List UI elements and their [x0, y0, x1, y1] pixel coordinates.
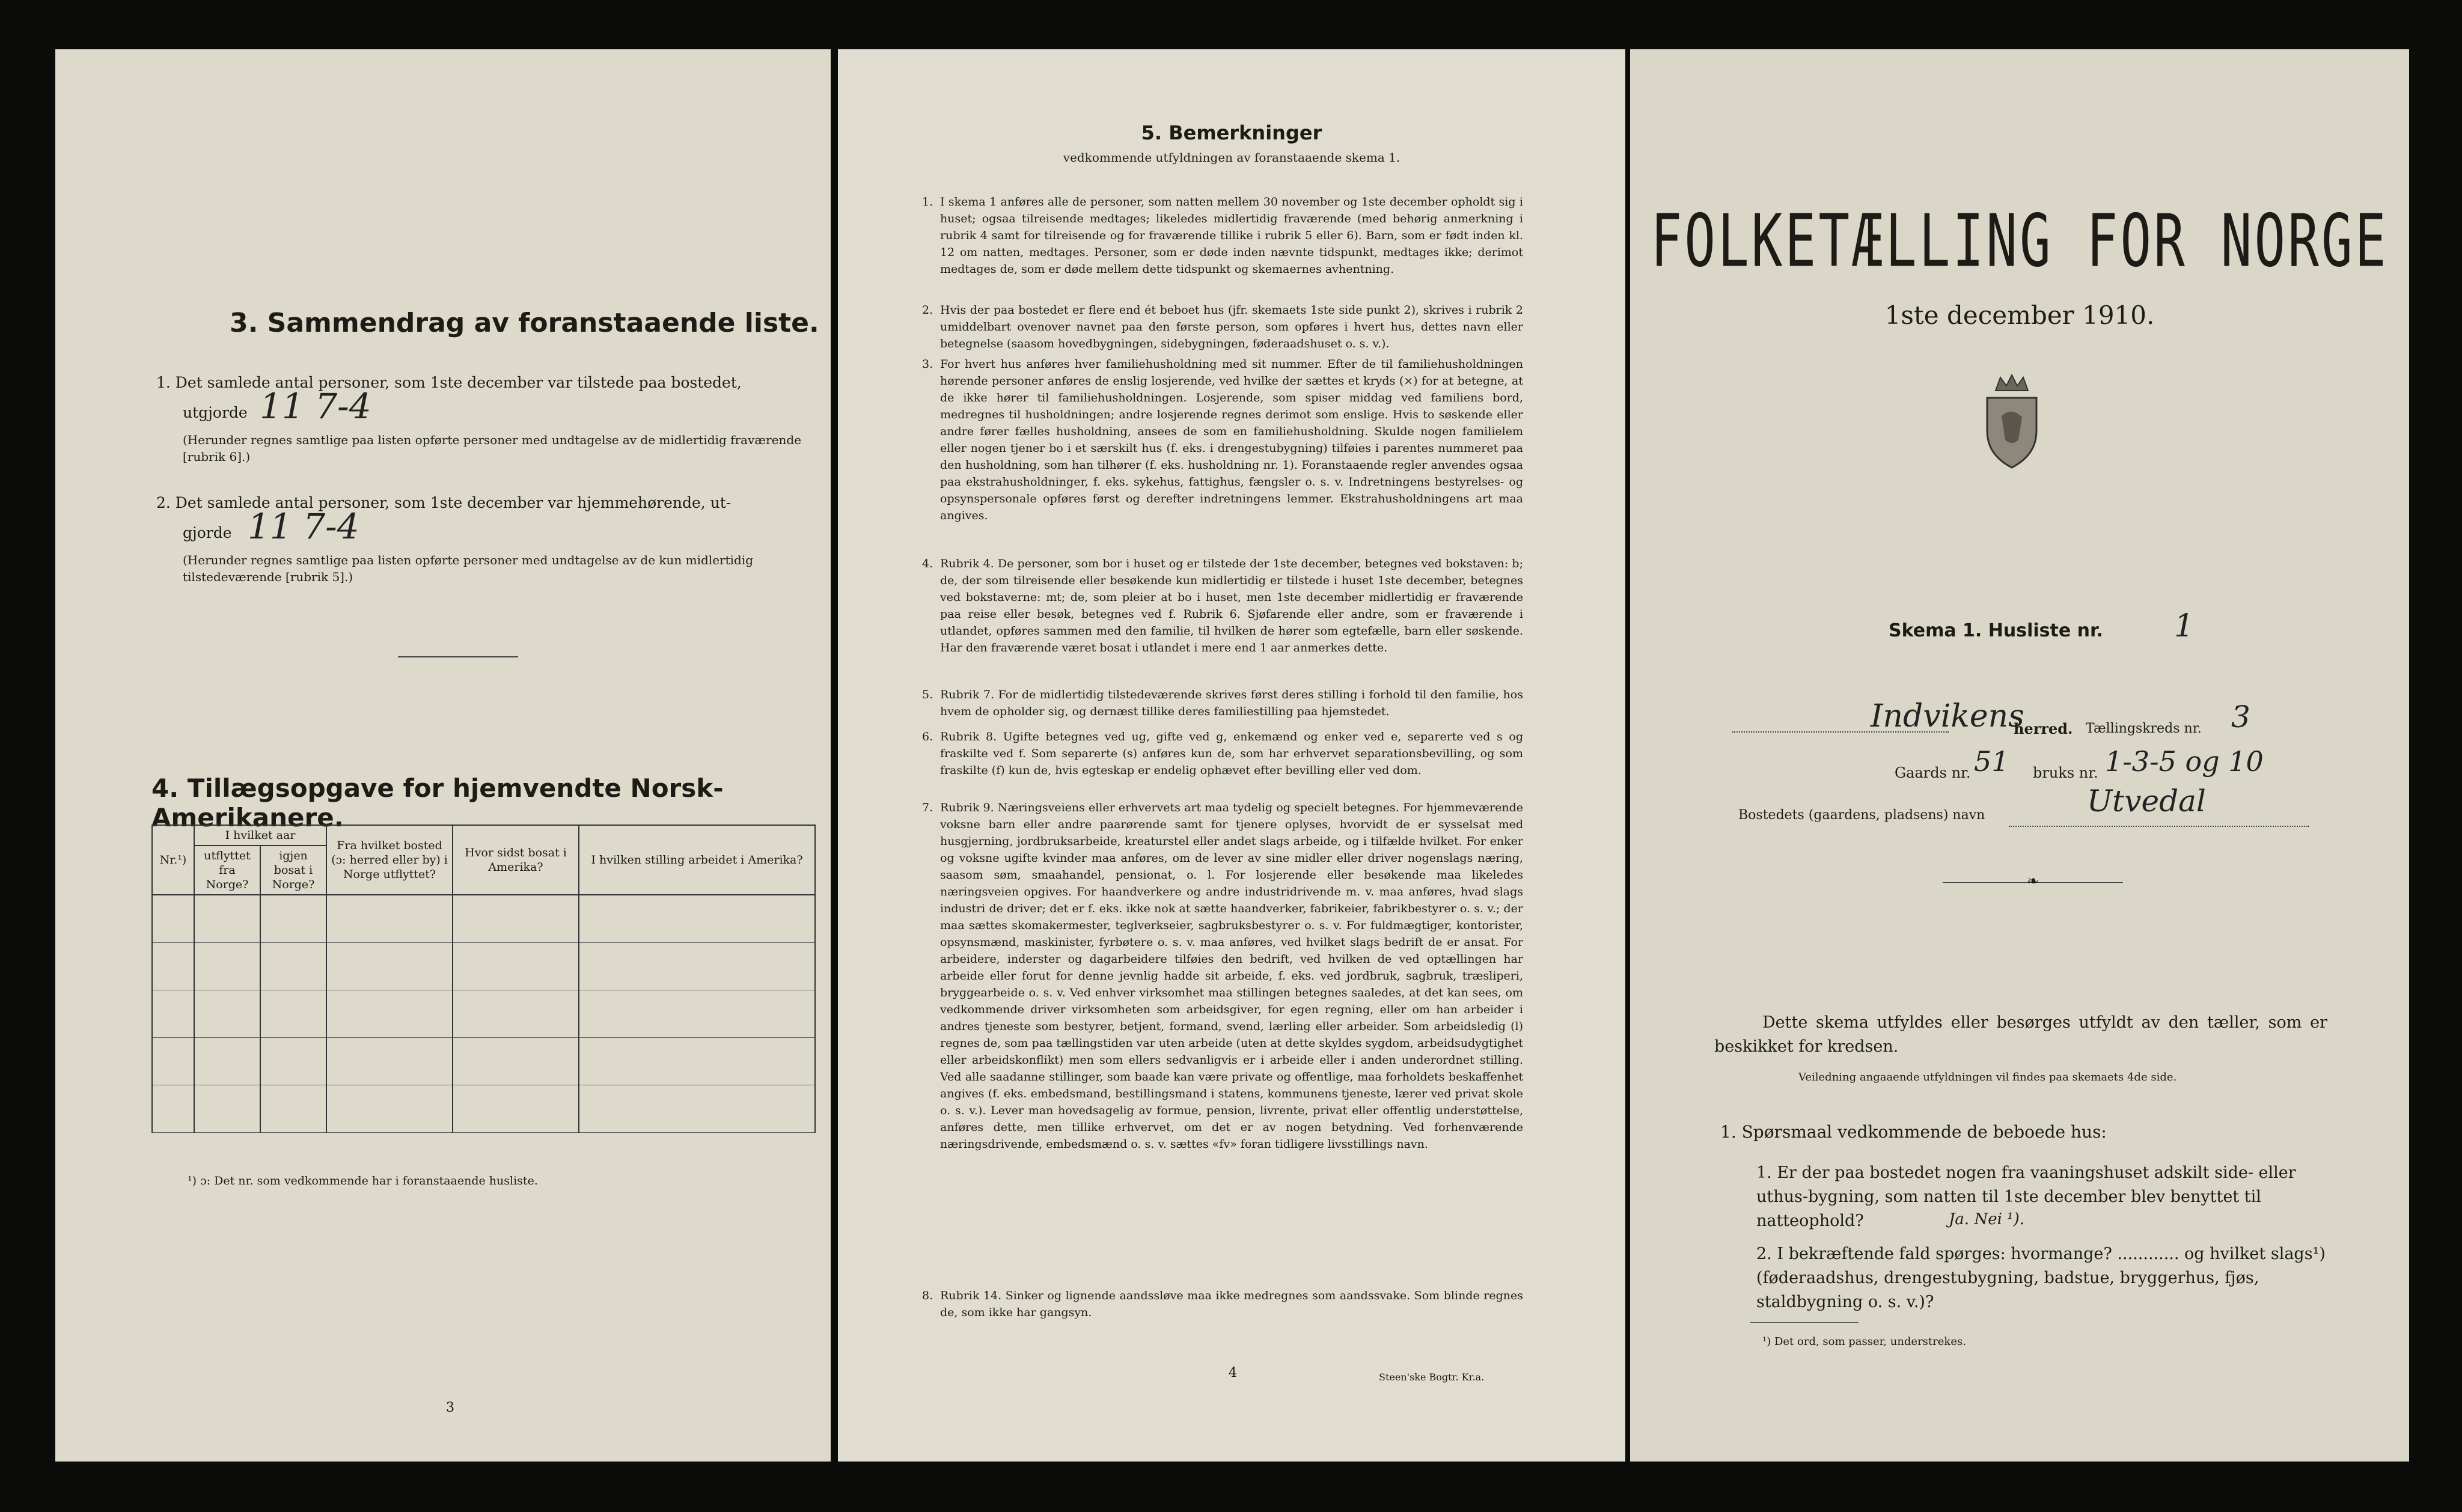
remark-item	[922, 356, 1523, 524]
ornament-icon: ❧	[2026, 873, 2039, 889]
table-row	[152, 1038, 815, 1085]
veiledning-text: Veiledning angaaende utfyldningen vil findes paa skemaets 4de side.	[1798, 1071, 2177, 1084]
cover-footnote: ¹) Det ord, som passer, understrekes.	[1762, 1335, 1966, 1348]
questions-header: 1. Spørsmaal vedkommende de beboede hus:	[1720, 1122, 2107, 1142]
table-row	[152, 1085, 815, 1133]
item2-handwritten-value: 11 7-4	[248, 506, 359, 547]
item2-note: (Herunder regnes samtlige paa listen opførte personer med undtagelse av de kun midlertidig tilstedeværende [rubrik 5].)	[183, 553, 754, 584]
remark-number: 7.	[922, 801, 933, 814]
remark-number: 8.	[922, 1289, 933, 1302]
question-1: 1. Er der paa bostedet nogen fra vaaningshuset adskilt side- eller uthus-bygning, som natten til 1ste december blev benyttet til natteophold?	[1756, 1163, 2296, 1230]
remark-text: Hvis der paa bostedet er flere end ét beboet hus (jfr. skemaets 1ste side punkt 2), skrives i rubrik 2 umiddelbart ovenover navnet paa den første person, som opføres i hvert hus, dettes navn eller betegnelse (saasom hovedbygningen, sidebygningen, føderaadshuset o. s. v.).	[940, 303, 1523, 350]
bruks-value: 1-3-5 og 10	[2105, 745, 2264, 778]
intro-text: Dette skema utfyldes eller besørges utfyldt av den tæller, som er beskikket for kredsen.	[1714, 1013, 2327, 1056]
question-2: 2. I bekræftende fald spørges: hvormange? ............ og hvilket slags¹) (føderaadshus, drengestubygning, badstue, bryggerhus, fjøs, staldbygning o. s. v.)?	[1756, 1245, 2326, 1311]
item2-text: 2. Det samlede antal personer, som 1ste december var hjemmehørende, ut-	[156, 494, 732, 511]
gaards-label: Gaards nr.	[1895, 764, 1971, 781]
page-number: 4	[1229, 1365, 1237, 1380]
page-3-summary	[55, 49, 831, 1462]
question-1-answer: Ja. Nei ¹).	[1949, 1210, 2025, 1228]
bosted-underline	[2009, 826, 2309, 827]
remark-text: For hvert hus anføres hver familiehusholdning med sit nummer. Efter de til familiehusholdningen hørende personer anføres de enslig losjerende, ved hvilke der sættes et kryds (×) for at betegne, at de ikke hører til familiehusholdningen. Losjerende, som spiser middag ved familiens bord, medregnes til husholdningen; andre losjerende regnes derimot som enslige. Hvis to søskende eller andre fører fælles husholdning, ansees de som en familiehusholdning. Skulde nogen familielem eller nogen tjener bo i et særskilt hus (f. eks. i drengestubygning) tilføies i parentes nummeret paa den husholdning, som han tilhører (f. eks. husholdning nr. 1). Foranstaaende regler anvendes ogsaa paa ekstrahusholdninger, f. eks. sykehus, fattighus, fængsler o. s. v. Indretningens bestyrelses- og opsynspersonale opføres først og derefter indretningens lemmer. Ekstrahusholdningens art maa angives.	[940, 358, 1523, 522]
table-row	[152, 990, 815, 1038]
bosted-value: Utvedal	[2087, 784, 2206, 818]
printer-credit: Steen'ske Bogtr. Kr.a.	[1379, 1371, 1485, 1383]
herred-label: herred.	[2014, 720, 2073, 737]
remarks-subtitle: vedkommende utfyldningen av foranstaaende skema 1.	[1063, 150, 1401, 165]
col-d-header: Hvor sidst bosat i Amerika?	[453, 825, 579, 895]
coat-of-arms-icon	[1979, 374, 2045, 470]
remark-number: 4.	[922, 557, 933, 570]
herred-value: Indvikens	[1871, 698, 2024, 734]
remark-number: 5.	[922, 688, 933, 701]
remark-item	[922, 302, 1523, 352]
bruks-label: bruks nr.	[2033, 764, 2098, 781]
remark-item	[922, 728, 1523, 779]
col-nr-header: Nr.¹)	[152, 825, 194, 895]
item1-prefix: utgjorde	[183, 404, 248, 421]
remark-number: 2.	[922, 303, 933, 317]
col-group-header: I hvilket aar	[194, 825, 326, 846]
kreds-value: 3	[2231, 700, 2250, 734]
page-4-remarks	[838, 49, 1625, 1462]
remark-number: 3.	[922, 358, 933, 371]
remark-text: I skema 1 anføres alle de personer, som natten mellem 30 november og 1ste december opholdt sig i huset; ogsaa tilreisende medtages; likeledes midlertidig fraværende (med behørig anmerkning i rubrik 4 samt for tilreisende og for fraværende tillike i rubrik 5 eller 6). Barn, som er født inden kl. 12 om natten, medtages. Personer, som er døde inden nævnte tidspunkt, medtages ikke; derimot medtages de, som er døde mellem dette tidspunkt og skemaernes avhentning.	[940, 195, 1523, 276]
kreds-label: Tællingskreds nr.	[2086, 721, 2202, 736]
col-a-header: utflyttet fra Norge?	[194, 846, 260, 895]
remark-item	[922, 555, 1523, 656]
separator-line	[398, 656, 518, 657]
table-row	[152, 943, 815, 990]
page-number: 3	[446, 1400, 454, 1415]
census-title: FOLKETÆLLING FOR NORGE	[1651, 200, 2389, 284]
remark-item	[922, 799, 1524, 1153]
col-b-header: igjen bosat i Norge?	[260, 846, 326, 895]
col-c-header: Fra hvilket bosted (ɔ: herred eller by) i Norge utflyttet?	[326, 825, 453, 895]
schema-label: Skema 1. Husliste nr.	[1889, 620, 2103, 641]
item1-handwritten-value: 11 7-4	[260, 386, 371, 427]
remark-text: Rubrik 14. Sinker og lignende aandssløve maa ikke medregnes som aandssvake. Som blinde regnes de, som ikke har gangsyn.	[940, 1289, 1523, 1319]
remark-text: Rubrik 9. Næringsveiens eller erhvervets art maa tydelig og specielt betegnes. For hjemmeværende voksne barn eller andre paarørende samt for tjenere oplyses, hvorvidt de er sysselsat med husgjerning, jordbruksarbeide, kreaturstel eller andet slags arbeide, og i tilfælde hvilket. For enker og voksne ugifte kvinder maa anføres, om de lever av sine midler eller driver nogenslags næring, saasom søm, smaahandel, pensionat, o. l. For losjerende eller besøkende maa likeledes næringsveien opgives. For haandverkere og andre industridrivende m. v. maa anføres, hvad slags industri de driver; det er f. eks. ikke nok at sætte haandverker, fabrikeier, fabrikbestyrer o. s. v.; der maa sættes skomakermester, teglverkseier, sagbruksbestyrer o. s. v. For fuldmægtiger, kontorister, opsynsmænd, maskinister, fyrbøtere o. s. v. maa anføres, ved hvilket slags bedrift de er ansat. For arbeidere, inderster og dagarbeidere tilføies den bedrift, ved hvilken de ved optællingen har arbeide eller forut for denne jevnlig hadde sit arbeide, f. eks. ved jordbruk, sagbruk, træsliperi, bryggearbeide o. s. v. Ved enhver virksomhet maa stillingen betegnes saaledes, at det kan sees, om vedkommende driver virksomheten som arbeidsgiver, for egen regning, eller om han arbeider i andres tjeneste som bestyrer, betjent, formand, svend, lærling eller arbeider. Som arbeidsledig (l) regnes de, som paa tællingstiden var uten arbeide (uten at dette skyldes sygdom, arbeidsudygtighet eller arbeidskonflikt) men som ellers sedvanligvis er i arbeide eller i anden underordnet stilling. Ved alle saadanne stillinger, som baade kan være private og offentlige, maa forholdets beskaffenhet angives (f. eks. embedsmand, bestillingsmand i statens, kommunens tjeneste, lærer ved privat skole o. s. v.). Lever man hovedsagelig av formue, pension, livrente, privat eller offentlig understøttelse, anføres dette, men tillike erhvervet, om det er av nogen betydning. Ved forhenværende næringsdrivende, embedsmænd o. s. v. sættes «fv» foran tidligere livsstillings navn.	[940, 801, 1524, 1151]
item2-prefix: gjorde	[183, 524, 232, 541]
remark-item	[922, 194, 1523, 278]
table-footnote: ¹) ɔ: Det nr. som vedkommende har i foranstaaende husliste.	[188, 1174, 538, 1187]
bosted-label: Bostedets (gaardens, pladsens) navn	[1738, 808, 1985, 823]
col-e-header: I hvilken stilling arbeidet i Amerika?	[579, 825, 815, 895]
remarks-title: 5. Bemerkninger	[1141, 121, 1322, 144]
husliste-number-value: 1	[2174, 608, 2195, 644]
item1-text: 1. Det samlede antal personer, som 1ste december var tilstede paa bostedet,	[156, 374, 742, 391]
remark-item	[922, 686, 1523, 720]
remark-item	[922, 1287, 1523, 1321]
footnote-line	[1750, 1322, 1859, 1323]
section-4-title: 4. Tillægsopgave for hjemvendte Norsk-Amerikanere.	[151, 773, 724, 832]
table-row	[152, 895, 815, 943]
remark-text: Rubrik 4. De personer, som bor i huset og er tilstede der 1ste december, betegnes ved bokstaven: b; de, der som tilreisende eller besøkende kun midlertidig er tilstede i huset 1ste december, betegnes ved bokstaverne: mt; de, som pleier at bo i huset, men 1ste december midlertidig er fraværende paa reise eller besøk, betegnes ved f. Rubrik 6. Sjøfarende eller andre, som er fraværende i utlandet, opføres sammen med den familie, til hvilken de hører som egtefælle, barn eller søskende. Har den fraværende været bosat i utlandet i mere end 1 aar anmerkes dette.	[940, 557, 1523, 654]
remark-text: Rubrik 8. Ugifte betegnes ved ug, gifte ved g, enkemænd og enker ved e, separerte ved s og fraskilte ved f. Som separerte (s) anføres kun de, som har erhvervet separationsbevilling, og som fraskilte (f) kun de, hvis egteskap er endelig ophævet efter bevilling eller ved dom.	[940, 730, 1523, 777]
page-1-cover	[1630, 49, 2409, 1462]
remark-number: 1.	[922, 195, 933, 209]
gaards-value: 51	[1974, 745, 2009, 778]
section-3-title: 3. Sammendrag av foranstaaende liste.	[230, 308, 819, 338]
remark-text: Rubrik 7. For de midlertidig tilstedeværende skrives først deres stilling i forhold til den familie, hos hvem de opholder sig, og dernæst tillike deres familiestilling paa hjemstedet.	[940, 688, 1523, 718]
norsk-amerikanere-table	[151, 825, 816, 1133]
remark-number: 6.	[922, 730, 933, 743]
census-date: 1ste december 1910.	[1884, 300, 2155, 330]
item1-note: (Herunder regnes samtlige paa listen opførte personer med undtagelse av de midlertidig fraværende [rubrik 6].)	[183, 433, 802, 464]
